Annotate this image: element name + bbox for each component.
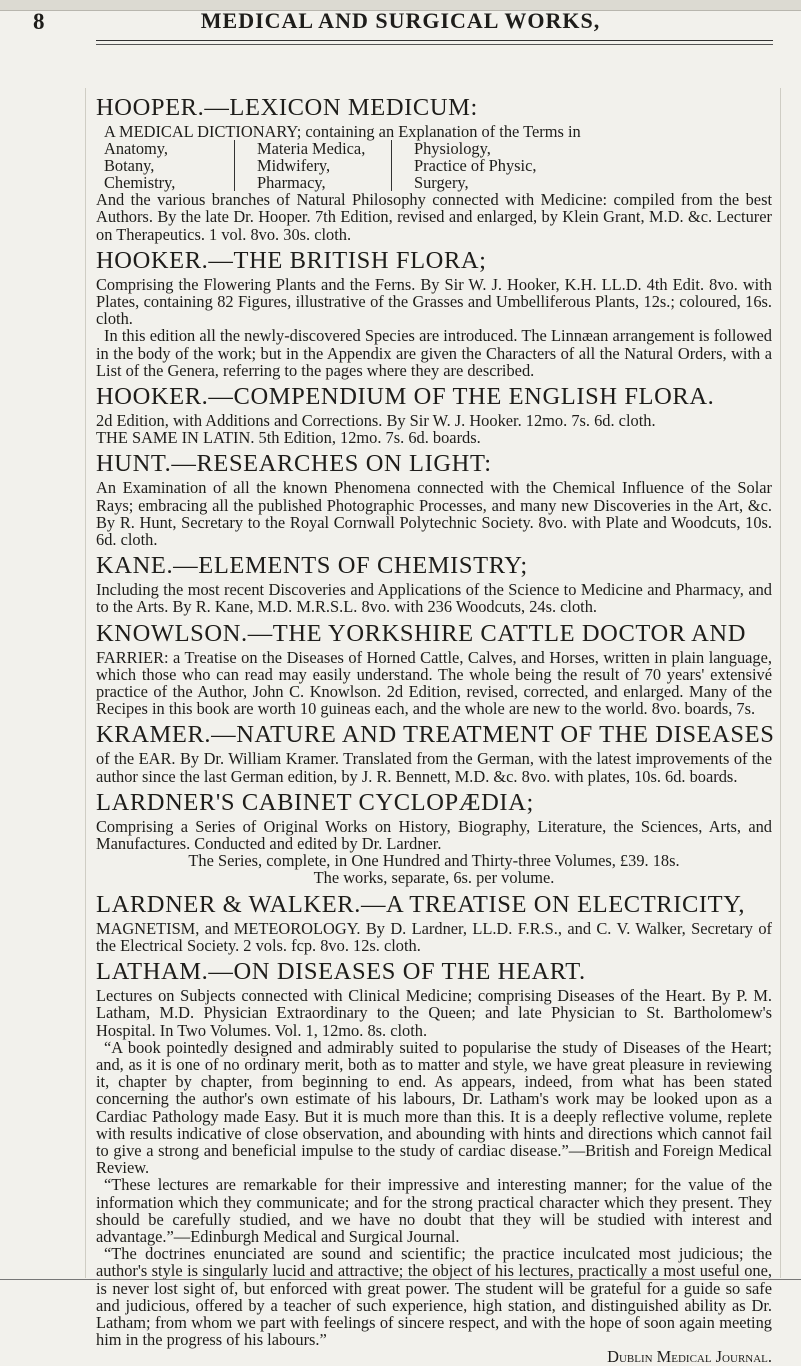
entry-title: HOOPER.—LEXICON MEDICUM:	[96, 94, 478, 121]
running-title: MEDICAL AND SURGICAL WORKS,	[200, 8, 601, 33]
entry-body: FARRIER: a Treatise on the Diseases of Horned Cattle, Calves, and Horses, written in plain language, which those who can read may easily understand. The whole being the result of 70 years' extensivé practice of the Author, John C. Knowlson. 2d Edition, revised, corrected, and enlarged. Many of the Recipes in this book are worth 10 guineas each, and the whole are new to the world. 8vo. boards, 7s.	[96, 647, 772, 719]
header-rule	[96, 40, 773, 41]
entry-kramer	[96, 720, 775, 786]
entry-title: HUNT.—RESEARCHES ON LIGHT:	[96, 450, 492, 478]
entry-lardner-cyclopaedia	[96, 788, 772, 887]
entry-body: MAGNETISM, and METEOROLOGY. By D. Lardner, LL.D. F.R.S., and C. V. Walker, Secretary of the Electrical Society. 2 vols. fcp. 8vo. 12s. cloth.	[96, 918, 772, 955]
review-quote: “These lectures are remarkable for their impressive and interesting manner; for the value of the information which they communicate; and for the strong practical character which they present. They should be carefully studied, and we have no doubt that they will be studied with interest and advantage.”—Edinburgh Medical and Surgical Journal.	[96, 1175, 772, 1246]
term: Practice of Physic,	[414, 156, 537, 176]
entry-body: The Series, complete, in One Hundred and Thirty-three Volumes, £39. 18s.	[188, 851, 680, 871]
terms-columns	[96, 140, 772, 191]
entry-body: 2d Edition, with Additions and Corrections. By Sir W. J. Hooker. 12mo. 7s. 6d. cloth.	[96, 411, 656, 431]
entry-title: LARDNER'S CABINET CYCLOPÆDIA;	[96, 788, 534, 816]
terms-col-3	[392, 140, 772, 191]
bottom-edge	[0, 1279, 801, 1280]
entry-body: of the EAR. By Dr. William Kramer. Translated from the German, with the latest improvements of the author since the last German edition, by J. R. Bennett, M.D. &c. 8vo. with plates, 10s. 6d. boards.	[96, 749, 772, 786]
term: Physiology,	[414, 139, 491, 159]
term: Materia Medica,	[257, 139, 366, 159]
entry-body: Comprising a Series of Original Works on History, Biography, Literature, the Sciences, Arts, and Manufactures. Conducted and edited by Dr. Lardner.	[96, 816, 772, 854]
review-quote: “The doctrines enunciated are sound and scientific; the practice inculcated most judicious; the author's style is singularly lucid and attractive; the object of his lectures, practically a most useful one, is never lost sight of, but enforced with great power. The student will be grateful for a guide so safe and judicious, offered by a teacher of such experience, high station, and distinguished ability as Dr. Latham; from whom we part with feelings of sincere respect, and with the hope of soon again meeting him in the progress of his labours.”	[96, 1244, 772, 1350]
entry-title: KRAMER.—NATURE AND TREATMENT OF THE DISEASES	[96, 721, 775, 749]
entry-title: HOOKER.—THE BRITISH FLORA;	[96, 246, 487, 274]
catalogue-body	[96, 90, 775, 1366]
entry-body: THE SAME IN LATIN. 5th Edition, 12mo. 7s. 6d. boards.	[96, 428, 481, 448]
entry-title: KNOWLSON.—THE YORKSHIRE CATTLE DOCTOR AND	[96, 619, 747, 647]
entry-kane	[96, 551, 772, 615]
entry-body: Including the most recent Discoveries and Applications of the Science to Medicine and Pharmacy, and to the Arts. By R. Kane, M.D. M.R.S.L. 8vo. with 236 Woodcuts, 24s. cloth.	[96, 580, 772, 617]
entry-body: An Examination of all the known Phenomena connected with the Chemical Influence of the Solar Rays; embracing all the published Photographic Processes, and many new Discoveries in the Art, &c. By R. Hunt, Secretary to the Royal Cornwall Polytechnic Society. 8vo. with Plate and Woodcuts, 10s. 6d. cloth.	[96, 478, 772, 550]
entry-lardner-walker	[96, 890, 772, 954]
page-number: 8	[33, 9, 45, 34]
terms-col-1	[104, 140, 234, 191]
term: Chemistry,	[104, 173, 176, 193]
term: Midwifery,	[257, 156, 331, 176]
entry-hunt	[96, 449, 772, 548]
terms-col-2	[234, 140, 392, 191]
entry-knowlson	[96, 619, 772, 718]
review-source: Dublin Medical Journal.	[607, 1347, 772, 1366]
entry-title: LATHAM.—ON DISEASES OF THE HEART.	[96, 958, 586, 986]
page-header	[0, 0, 801, 40]
review-quote: “A book pointedly designed and admirably suited to popularise the study of Diseases of the Heart; and, as it is one of no ordinary merit, both as to matter and style, we have great pleasure in reviewing it, chapter by chapter, from beginning to end. As appears, indeed, from what has been stated concerning the author's own estimate of his labours, Dr. Latham's work may be looked upon as a Cardiac Pathology made Easy. But it is much more than this. It is a deeply reflective volume, replete with results indicative of close observation, and abounding with hints and directions which cannot fail to give a strong and beneficial impulse to the study of cardiac disease.”—British and Foreign Medical Review.	[96, 1037, 772, 1178]
entry-body: The works, separate, 6s. per volume.	[313, 868, 555, 888]
entry-latham	[96, 957, 772, 1365]
entry-body: Comprising the Flowering Plants and the Ferns. By Sir W. J. Hooker, K.H. LL.D. 4th Edit. 8vo. with Plates, containing 82 Figures, illustrative of the Grasses and Umbelliferous Plants, 12s.; coloured, 16s. cloth.	[96, 274, 772, 329]
term: Surgery,	[414, 173, 469, 193]
term: Pharmacy,	[257, 173, 326, 193]
entry-hooper-lexicon	[96, 93, 772, 243]
entry-title: LARDNER & WALKER.—A TREATISE ON ELECTRICITY,	[96, 890, 746, 918]
entry-hooker-compendium	[96, 382, 772, 446]
term: Botany,	[104, 156, 155, 176]
header-rule-thin	[96, 44, 773, 45]
entry-body: Lectures on Subjects connected with Clinical Medicine; comprising Diseases of the Heart. By P. M. Latham, M.D. Physician Extraordinary to the Queen; and late Physician to St. Bartholomew's Hospital. In Two Volumes. Vol. 1, 12mo. 8s. cloth.	[96, 986, 772, 1040]
entry-hooker-flora	[96, 246, 772, 379]
entry-body: And the various branches of Natural Philosophy connected with Medicine: compiled from the best Authors. By the late Dr. Hooper. 7th Edition, revised and enlarged, by Klein Grant, M.D. &c. Lecturer on Therapeutics. 1 vol. 8vo. 30s. cloth.	[96, 190, 772, 244]
entry-title: KANE.—ELEMENTS OF CHEMISTRY;	[96, 552, 528, 580]
entry-body: In this edition all the newly-discovered Species are introduced. The Linnæan arrangement is followed in the body of the work; but in the Appendix are given the Characters of all the Natural Orders, with a List of the Genera, referring to the pages where they are described.	[96, 326, 772, 380]
entry-title: HOOKER.—COMPENDIUM OF THE ENGLISH FLORA.	[96, 383, 715, 411]
term: Anatomy,	[104, 139, 169, 159]
entry-subtitle: A MEDICAL DICTIONARY; containing an Explanation of the Terms in	[104, 122, 581, 141]
